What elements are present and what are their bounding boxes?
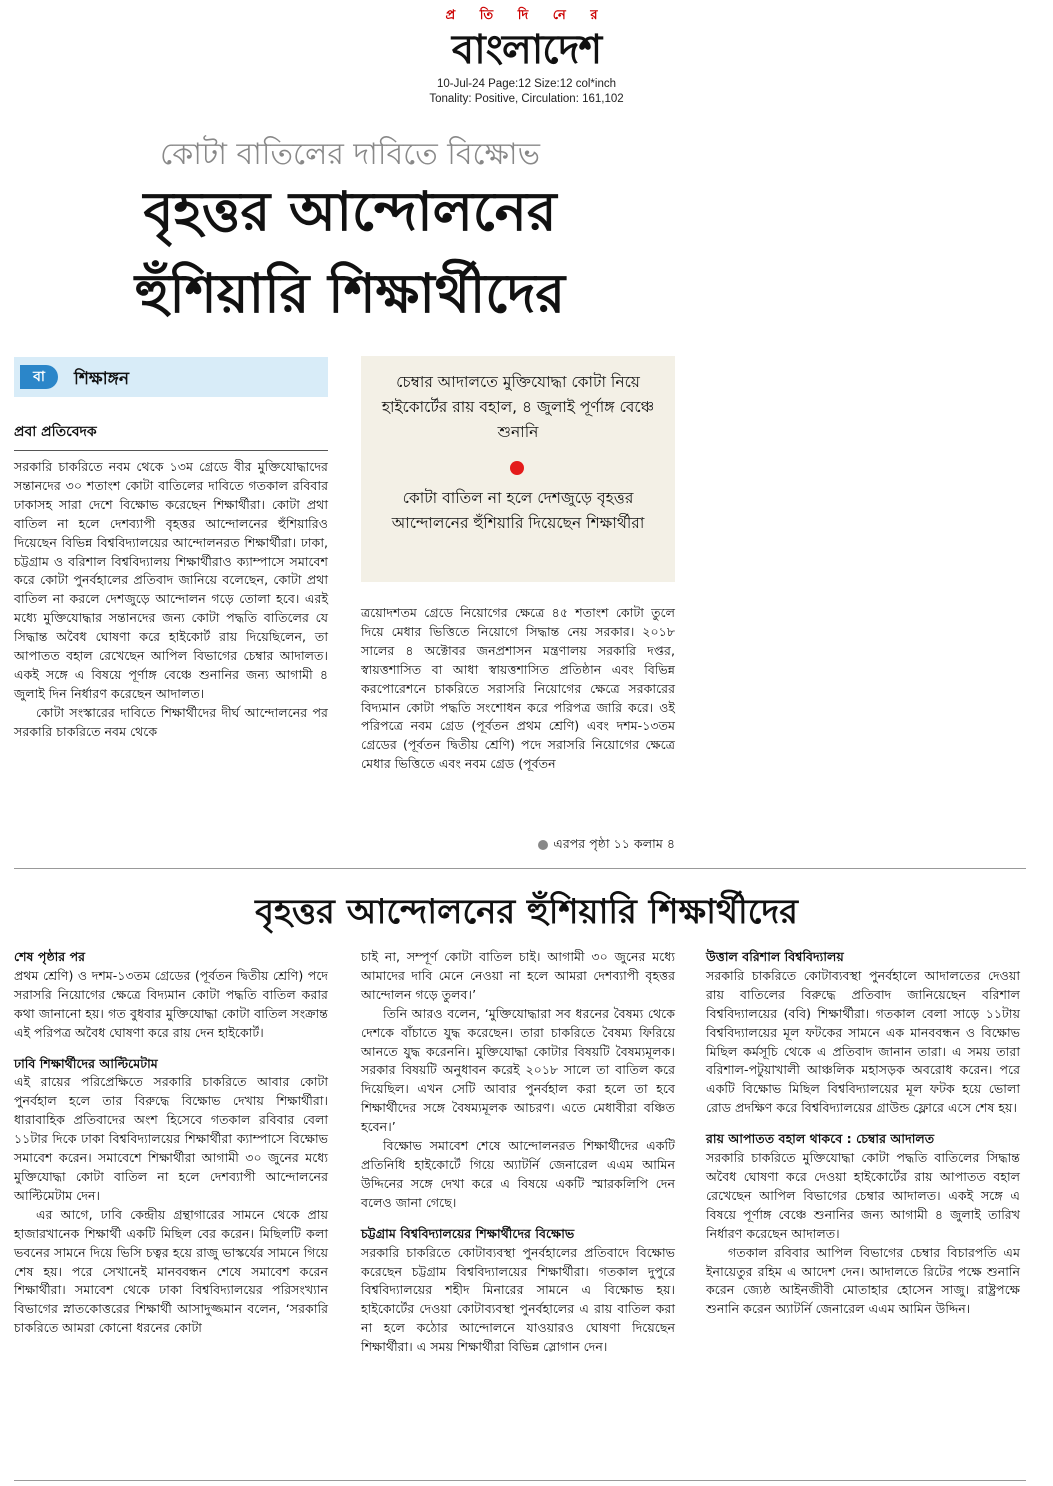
continued-note xyxy=(361,836,675,856)
paragraph: চাই না, সম্পূর্ণ কোটা বাতিল চাই। আগামী ৩০ জুনের মধ্যে আমাদের দাবি মেনে নেওয়া না হলে আমরা দেশব্যাপী বৃহত্তর আন্দোলন গড়ে তুলব।’ xyxy=(361,949,675,1002)
paragraph: এই রায়ের পরিপ্রেক্ষিতে সরকারি চাকরিতে আবার কোটা পুনর্বহাল হলে তার বিরুদ্ধে বিক্ষোভ দেখায় শিক্ষার্থীরা। ধারাবাহিক প্রতিবাদের অংশ হিসেবে গতকাল রবিবার বেলা ১১টার দিকে ঢাকা বিশ্ববিদ্যালয়ের শিক্ষার্থীরা ক্যাম্পাসে বিক্ষোভ সমাবেশ করেন। সমাবেশে শিক্ষার্থীরা আগামী ৩০ জুনের মধ্যে মুক্তিযোদ্ধা কোটা বাতিল না হলে দেশব্যাপী আন্দোলনের আল্টিমেটাম দেন। xyxy=(14,1074,328,1203)
masthead-tagline: প্র তি দি নে র xyxy=(445,8,608,23)
highlight-point-1: চেম্বার আদালতে মুক্তিযোদ্ধা কোটা নিয়ে হাইকোর্টের রায় বহাল, ৪ জুলাই পূর্ণাঙ্গ বেঞ্চে শুনানি xyxy=(381,373,655,441)
continuation-column-3 xyxy=(706,948,1020,1319)
paragraph: কোটা সংস্কারের দাবিতে শিক্ষার্থীদের দীর্ঘ আন্দোলনের পর সরকারি চাকরিতে নবম থেকে xyxy=(14,704,328,739)
section-badge: বা xyxy=(20,365,58,389)
continuation-headline: বৃহত্তর আন্দোলনের হুঁশিয়ারি শিক্ষার্থীদের xyxy=(255,892,798,932)
bullet-icon xyxy=(538,840,548,850)
continuation-column-2 xyxy=(361,948,675,1357)
paragraph: ত্রয়োদশতম গ্রেডে নিয়োগের ক্ষেত্রে ৪৫ শতাংশ কোটা তুলে দিয়ে মেধার ভিত্তিতে নিয়োগে সিদ্ধান্ত নেয় সরকার। ২০১৮ সালের ৪ অক্টোবর জনপ্রশাসন মন্ত্রণালয় সরকারি দপ্তর, স্বায়ত্তশাসিত বা আধা স্বায়ত্তশাসিত প্রতিষ্ঠান এবং বিভিন্ন করপোরেশনে চাকরিতে সরাসরি নিয়োগের ক্ষেত্রে সরকারের বিদ্যমান কোটা পদ্ধতি সংশোধন করে পরিপত্র জারি করে। ওই পরিপত্রে নবম গ্রেড (পূর্বতন প্রথম শ্রেণি) এবং দশম-১৩তম গ্রেডের (পূর্বতন দ্বিতীয় শ্রেণি) পদে সরাসরি নিয়োগের ক্ষেত্রে মেধার ভিত্তিতে এবং নবম গ্রেড (পূর্বতন xyxy=(361,605,675,772)
paragraph: গতকাল রবিবার আপিল বিভাগের চেম্বার বিচারপতি এম ইনায়েতুর রহিম এ আদেশ দেন। আদালতে রিটের পক্ষে শুনানি করেন জ্যেষ্ঠ আইনজীবী মোতাহার হোসেন সাজু। রাষ্ট্রপক্ষে শুনানি করেন অ্যাটর্নি জেনারেল এএম আমিন উদ্দিন। xyxy=(706,1244,1020,1317)
paragraph: সরকারি চাকরিতে কোটাব্যবস্থা পুনর্বহালে আদালতের দেওয়া রায় বাতিলের বিরুদ্ধে প্রতিবাদ জানিয়েছেন বরিশাল বিশ্ববিদ্যালয়ের (ববি) শিক্ষার্থীরা। গতকাল বেলা সাড়ে ১১টায় বিশ্ববিদ্যালয়ের মূল ফটকের সামনে এক মানববন্ধন ও বিক্ষোভ মিছিল কর্মসূচি থেকে এ প্রতিবাদ জানান তারা। এ সময় তারা বরিশাল-পটুয়াখালী আঞ্চলিক মহাসড়ক অবরোধ করেন। পরে একটি বিক্ষোভ মিছিল বিশ্ববিদ্যালয়ের মূল ফটক হয়ে ভোলা রোড প্রদক্ষিণ করে বিশ্ববিদ্যালয়ের গ্রাউন্ড ফ্লোরে এসে শেষ হয়। xyxy=(706,967,1020,1116)
paragraph: সরকারি চাকরিতে মুক্তিযোদ্ধা কোটা পদ্ধতি বাতিলের সিদ্ধান্ত অবৈধ ঘোষণা করে দেওয়া হাইকোর্টের রায় আপাতত বহাল রেখেছেন আপিল বিভাগের চেম্বার আদালত। একই সঙ্গে এ বিষয়ে পূর্ণাঙ্গ বেঞ্চে শুনানির জন্য আগামী ৪ জুলাই তারিখ নির্ধারণ করেছেন আদালত। xyxy=(706,1150,1020,1241)
paragraph: প্রথম শ্রেণি) ও দশম-১৩তম গ্রেডের (পূর্বতন দ্বিতীয় শ্রেণি) পদে সরাসরি নিয়োগের ক্ষেত্রে বিদ্যমান কোটা পদ্ধতি বাতিল করার কথা জানানো হয়। গত বুধবার মুক্তিযোদ্ধা কোটা বাতিল সংক্রান্ত এই পরিপত্র অবৈধ ঘোষণা করে রায় দেন হাইকোর্ট। xyxy=(14,967,328,1040)
red-bullet-icon xyxy=(510,461,524,475)
article-kicker: কোটা বাতিলের দাবিতে বিক্ষোভ xyxy=(160,137,540,172)
subheading: চট্টগ্রাম বিশ্ববিদ্যালয়ের শিক্ষার্থীদের বিক্ষোভ xyxy=(361,1225,575,1241)
headline-line-1: বৃহত্তর আন্দোলনের xyxy=(143,180,557,243)
highlight-point-2: কোটা বাতিল না হলে দেশজুড়ে বৃহত্তর আন্দোলনের হুঁশিয়ারি দিয়েছেন শিক্ষার্থীরা xyxy=(391,489,645,532)
paragraph: তিনি আরও বলেন, ‘মুক্তিযোদ্ধারা সব ধরনের বৈষম্য থেকে দেশকে বাঁচাতে যুদ্ধ করেছেন। তারা চাকরিতে বৈষম্য ফিরিয়ে আনতে যুদ্ধ করেননি। মুক্তিযোদ্ধা কোটার বিষয়টি বৈষম্যমূলক। সরকার বিষয়টি অনুধাবন করেই ২০১৮ সালে তা বাতিল করে দিয়েছিল। এখন সেটি আবার পুনর্বহাল করা হলে তা হবে শিক্ষার্থীদের সঙ্গে বৈষম্যমূলক আচরণ। এতে মেধাবীরা বঞ্চিত হবেন।’ xyxy=(361,1005,675,1135)
newspaper-name: বাংলাদেশ xyxy=(451,27,602,73)
subheading: শেষ পৃষ্ঠার পর xyxy=(14,949,86,964)
article-column-1 xyxy=(14,458,328,742)
subheading: রায় আপাতত বহাল থাকবে : চেম্বার আদালত xyxy=(706,1131,935,1147)
bottom-rule xyxy=(14,1480,1026,1481)
continuation-column-1 xyxy=(14,948,328,1338)
paragraph: এর আগে, ঢাবি কেন্দ্রীয় গ্রন্থাগারের সামনে থেকে প্রায় হাজারখানেক শিক্ষার্থী একটি মিছিল বের করেন। মিছিলটি কলা ভবনের সামনে দিয়ে ভিসি চত্বর হয়ে রাজু ভাস্কর্যের সামনে গিয়ে শেষ হয়। পরে সেখানেই মানববন্ধন শেষে সমাবেশ করেন শিক্ষার্থীরা। সমাবেশ থেকে ঢাকা বিশ্ববিদ্যালয়ের পরিসংখ্যান বিভাগের স্নাতকোত্তরের শিক্ষার্থী আসাদুজ্জমান বলেন, ‘সরকারি চাকরিতে আমরা কোনো ধরনের কোটা xyxy=(14,1206,328,1336)
clip-meta-line-2: Tonality: Positive, Circulation: 161,102 xyxy=(429,93,624,105)
article-column-2 xyxy=(361,604,675,774)
section-label: শিক্ষাঙ্গন xyxy=(74,369,130,389)
paragraph: বিক্ষোভ সমাবেশ শেষে আন্দোলনরত শিক্ষার্থীদের একটি প্রতিনিধি হাইকোর্টে গিয়ে অ্যাটর্নি জেনারেল এএম আমিন উদ্দিনের সঙ্গে দেখা করে এ বিষয়ে একটি স্মারকলিপি দেন বলেও জানা গেছে। xyxy=(361,1138,675,1210)
paragraph: সরকারি চাকরিতে কোটাব্যবস্থা পুনর্বহালের প্রতিবাদে বিক্ষোভ করেছেন চট্টগ্রাম বিশ্ববিদ্যালয়ের শিক্ষার্থীরা। গতকাল দুপুরে বিশ্ববিদ্যালয়ের শহীদ মিনারের সামনে এ বিক্ষোভ হয়। হাইকোর্টের দেওয়া কোটাব্যবস্থা পুনর্বহালের এ রায় বাতিল করা না হলে কঠোর আন্দোলনে যাওয়ারও ঘোষণা দিয়েছেন শিক্ষার্থীরা। এ সময় শিক্ষার্থীরা বিভিন্ন স্লোগান দেন। xyxy=(361,1244,675,1355)
byline: প্রবা প্রতিবেদক xyxy=(14,420,328,451)
subheading: উত্তাল বরিশাল বিশ্ববিদ্যালয় xyxy=(706,949,844,964)
section-divider xyxy=(14,868,1026,869)
highlight-box xyxy=(361,356,675,582)
section-tag xyxy=(14,357,328,397)
clip-meta-line-1: 10-Jul-24 Page:12 Size:12 col*inch xyxy=(436,78,616,90)
subheading: ঢাবি শিক্ষার্থীদের আল্টিমেটাম xyxy=(14,1055,158,1071)
headline-line-2: হুঁশিয়ারি শিক্ষার্থীদের xyxy=(134,262,566,325)
paragraph: সরকারি চাকরিতে নবম থেকে ১৩ম গ্রেডে বীর মুক্তিযোদ্ধাদের সন্তানদের ৩০ শতাংশ কোটা বাতিলের দাবিতে গতকাল রবিবার ঢাকাসহ সারা দেশে বিক্ষোভ করেছেন শিক্ষার্থীরা। কোটা প্রথা বাতিল না হলে দেশব্যাপী বৃহত্তর আন্দোলনের হুঁশিয়ারিও দিয়েছেন বিভিন্ন বিশ্ববিদ্যালয়ের আন্দোলনরত শিক্ষার্থীরা। ঢাকা, চট্টগ্রাম ও বরিশাল বিশ্ববিদ্যালয় শিক্ষার্থীরাও ক্যাম্পাসে সমাবেশ করে কোটা পুনর্বহালের প্রতিবাদ জানিয়ে বলেছেন, কোটা প্রথা বাতিল না করলে দেশজুড়ে আন্দোলন গড়ে তোলা হবে। এরই মধ্যে মুক্তিযোদ্ধার সন্তানদের জন্য কোটা পদ্ধতি বাতিলের যে সিদ্ধান্ত অবৈধ ঘোষণা করে হাইকোর্ট রায় দিয়েছিলেন, তা আপাতত বহাল রেখেছেন আপিল বিভাগের চেম্বার আদালত। একই সঙ্গে এ বিষয়ে পূর্ণাঙ্গ বেঞ্চে শুনানির জন্য আগামী ৪ জুলাই দিন নির্ধারণ করেছেন আদালত। xyxy=(14,459,328,701)
continued-text: এরপর পৃষ্ঠা ১১ কলাম ৪ xyxy=(553,836,675,851)
